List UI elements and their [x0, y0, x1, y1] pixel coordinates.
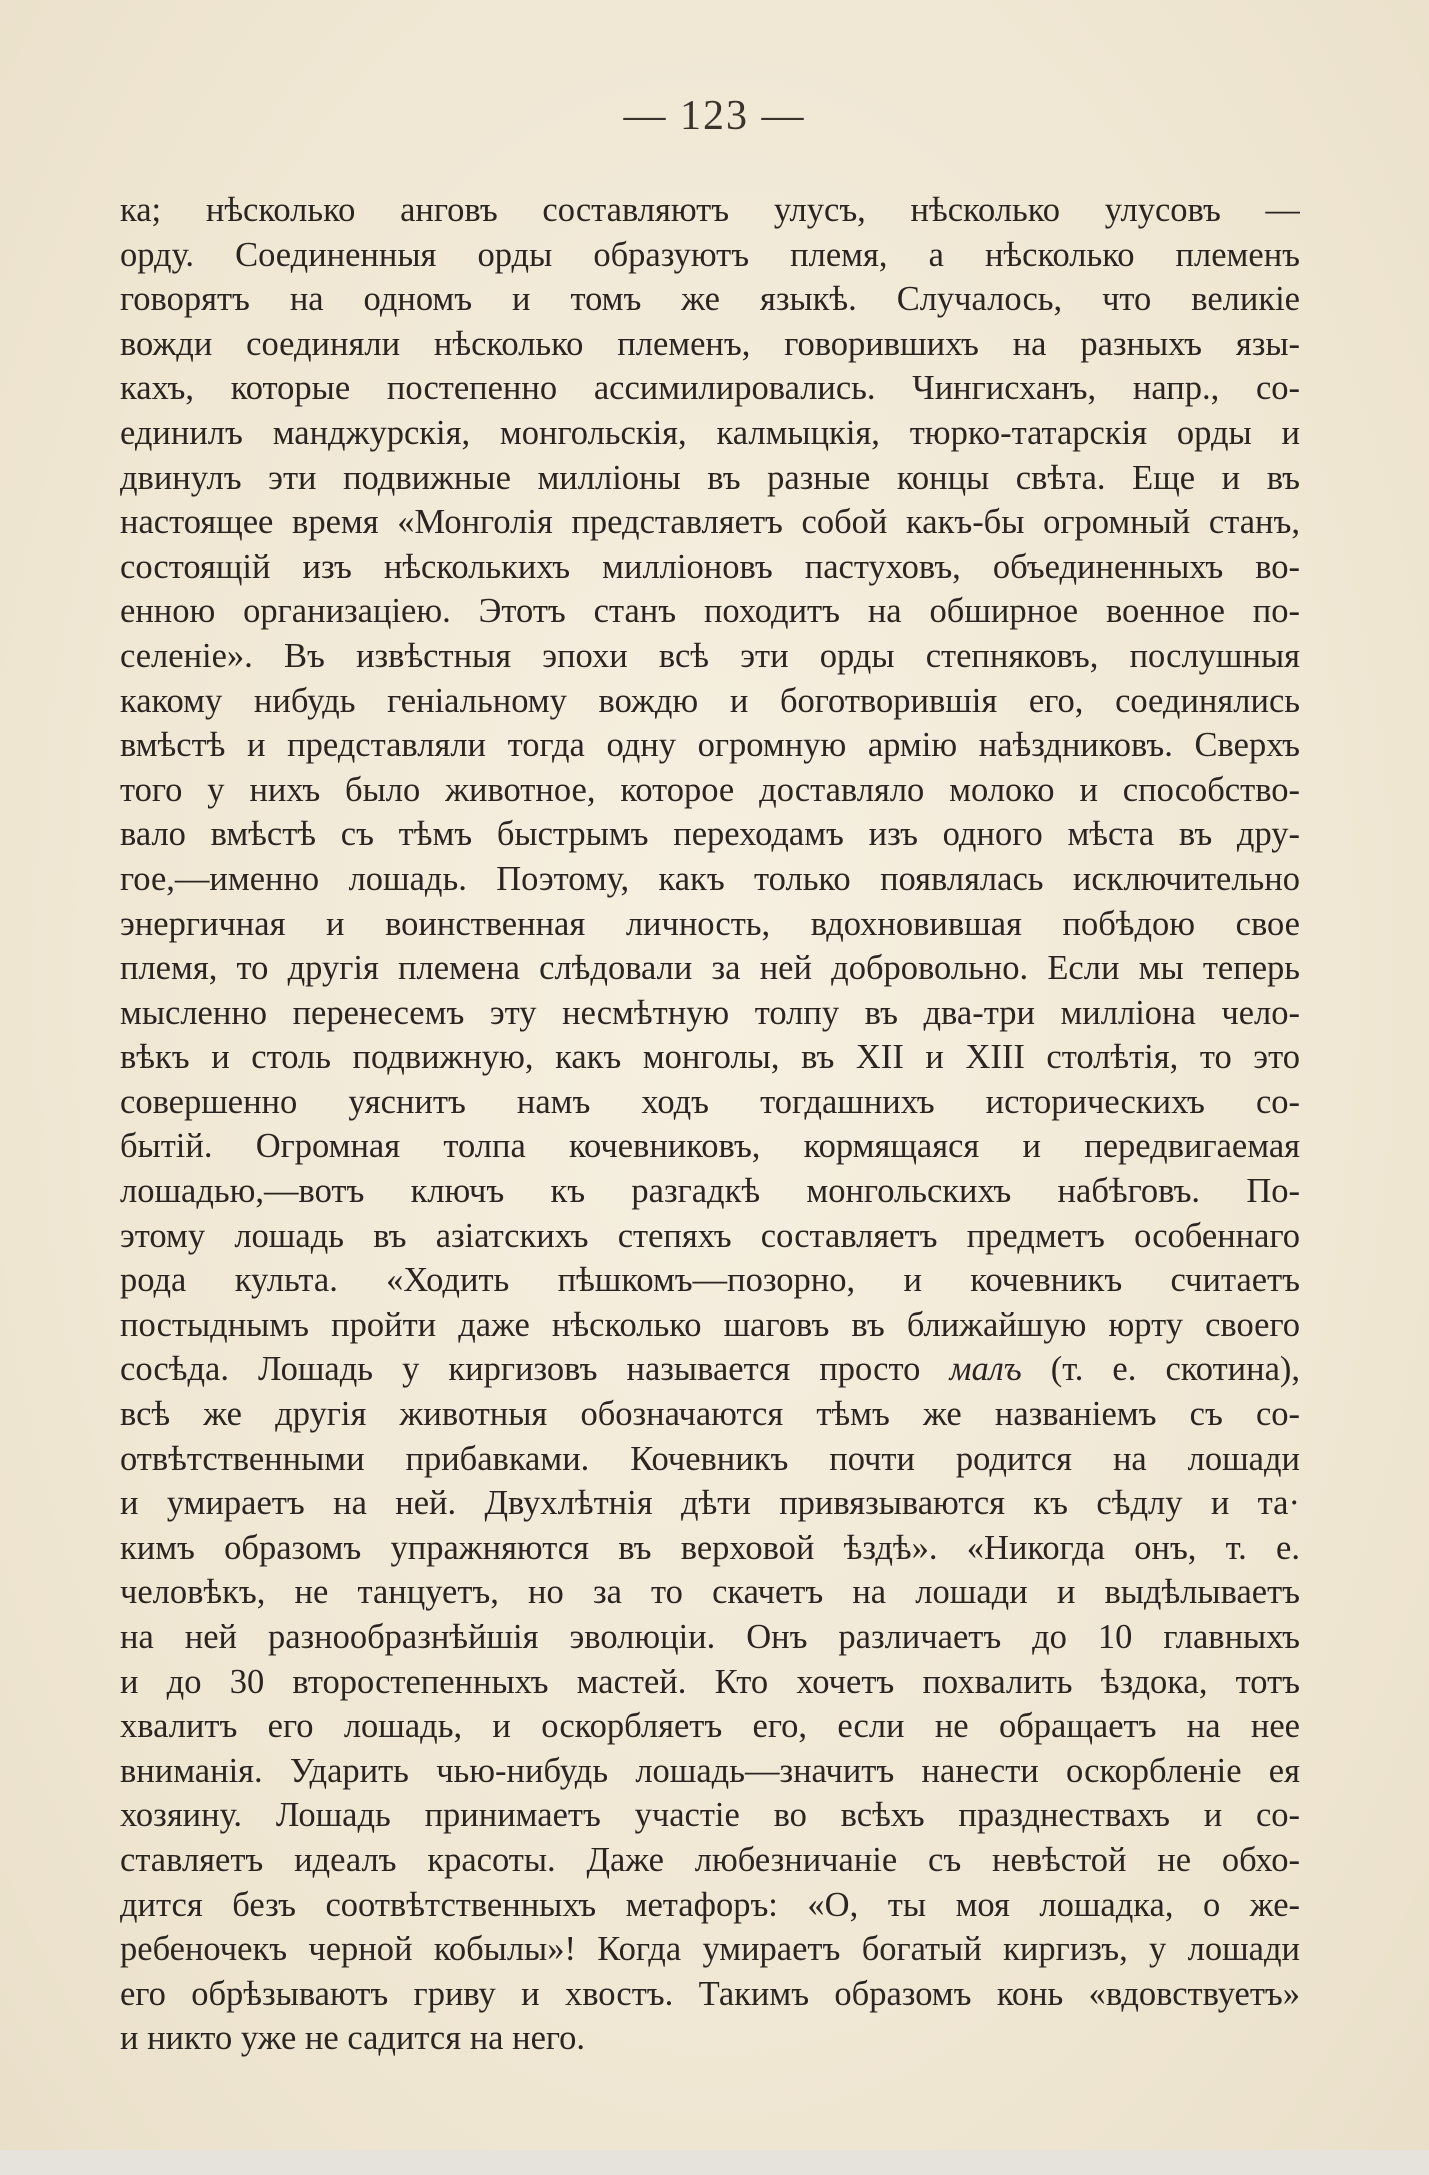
body-text: [120, 188, 1300, 2061]
text-line-with-italic: [120, 1347, 1300, 1392]
text-line: лошадью,—вотъ ключъ къ разгадкѣ монгольскихъ набѣговъ. По-: [120, 1172, 1300, 1211]
text-line: енною организаціею. Этотъ станъ походитъ на обширное военное по-: [120, 592, 1300, 631]
text-line: человѣкъ, не танцуетъ, но за то скачетъ на лошади и выдѣлываетъ: [120, 1573, 1300, 1612]
text-line: вмѣстѣ и представляли тогда одну огромную армію наѣздниковъ. Сверхъ: [120, 726, 1300, 765]
text-line: совершенно уяснитъ намъ ходъ тогдашнихъ историческихъ со-: [120, 1082, 1300, 1121]
text-line: ребеночекъ черной кобылы»! Когда умираетъ богатый киргизъ, у лошади: [120, 1930, 1300, 1969]
text-line: энергичная и воинственная личность, вдохновившая побѣдою свое: [120, 904, 1300, 943]
text-line: кимъ образомъ упражняются въ верховой ѣздѣ». «Никогда онъ, т. е.: [120, 1528, 1300, 1567]
text-line: и до 30 второстепенныхъ мастей. Кто хочетъ похвалить ѣздока, тотъ: [120, 1662, 1300, 1701]
text-line: кахъ, которые постепенно ассимилировались. Чингисханъ, напр., со-: [120, 369, 1300, 408]
text-line: единилъ манджурскія, монгольскія, калмыцкія, тюрко-татарскія орды и: [120, 413, 1300, 452]
text-line: отвѣтственными прибавками. Кочевникъ почти родится на лошади: [120, 1439, 1300, 1478]
text-line: настоящее время «Монголія представляетъ собой какъ-бы огромный станъ,: [120, 503, 1300, 542]
text-line: того у нихъ было животное, которое доставляло молоко и способство-: [120, 770, 1300, 809]
text-line: рода культа. «Ходить пѣшкомъ—позорно, и кочевникъ считаетъ: [120, 1261, 1300, 1300]
text-line: вниманія. Ударить чью-нибудь лошадь—значитъ нанести оскорбленіе ея: [120, 1751, 1300, 1790]
text-line: какому нибудь геніальному вождю и боготворившія его, соединялись: [120, 681, 1300, 720]
text-line: и умираетъ на ней. Двухлѣтнія дѣти привязываются къ сѣдлу и та·: [120, 1484, 1300, 1523]
text-line: гое,—именно лошадь. Поэтому, какъ только появлялась исключительно: [120, 859, 1300, 898]
text-line: состоящій изъ нѣсколькихъ милліоновъ пастуховъ, объединенныхъ во-: [120, 547, 1300, 586]
page-number: — 123 —: [623, 93, 806, 139]
text-line: хвалитъ его лошадь, и оскорбляетъ его, если не обращаетъ на нее: [120, 1707, 1300, 1746]
text-line: бытій. Огромная толпа кочевниковъ, кормящаяся и передвигаемая: [120, 1127, 1300, 1166]
text-line: его обрѣзываютъ гриву и хвостъ. Такимъ образомъ конь «вдовствуетъ»: [120, 1974, 1300, 2013]
text-segment: сосѣда. Лошадь у киргизовъ называется просто: [120, 1350, 921, 1389]
text-line: селеніе». Въ извѣстныя эпохи всѣ эти орды степняковъ, послушныя: [120, 636, 1300, 675]
text-line: двинулъ эти подвижные милліоны въ разные концы свѣта. Еще и въ: [120, 458, 1300, 497]
text-line-last: и никто уже не садится на него.: [120, 2019, 586, 2058]
text-line: мысленно перенесемъ эту несмѣтную толпу въ два-три милліона чело-: [120, 993, 1300, 1032]
text-line: постыднымъ пройти даже нѣсколько шаговъ въ ближайшую юрту своего: [120, 1305, 1300, 1344]
text-line: вало вмѣстѣ съ тѣмъ быстрымъ переходамъ изъ одного мѣста въ дру-: [120, 815, 1300, 854]
text-line: всѣ же другія животныя обозначаются тѣмъ же названіемъ съ со-: [120, 1395, 1300, 1434]
italic-term: малъ: [949, 1350, 1022, 1389]
text-line: дится безъ соотвѣтственныхъ метафоръ: «О, ты моя лошадка, о же-: [120, 1885, 1300, 1924]
text-segment: (т. е. скотина),: [1021, 1350, 1300, 1389]
text-line: племя, то другія племена слѣдовали за ней добровольно. Если мы теперь: [120, 949, 1300, 988]
text-line: орду. Соединенныя орды образуютъ племя, а нѣсколько племенъ: [120, 235, 1300, 274]
text-line: вѣкъ и столь подвижную, какъ монголы, въ XII и XIII столѣтія, то это: [120, 1038, 1300, 1077]
text-line: на ней разнообразнѣйшія эволюціи. Онъ различаетъ до 10 главныхъ: [120, 1618, 1300, 1656]
text-line: вожди соединяли нѣсколько племенъ, говорившихъ на разныхъ язы-: [120, 324, 1300, 363]
text-line: хозяину. Лошадь принимаетъ участіе во всѣхъ празднествахъ и со-: [120, 1796, 1300, 1835]
scan-bottom-edge: [0, 2150, 1429, 2175]
text-line: ставляетъ идеалъ красоты. Даже любезничаніе съ невѣстой не обхо-: [120, 1840, 1300, 1879]
text-line: этому лошадь въ азіатскихъ степяхъ составляетъ предметъ особеннаго: [120, 1216, 1300, 1255]
text-line: ка; нѣсколько анговъ составляютъ улусъ, нѣсколько улусовъ —: [120, 191, 1300, 229]
text-line: говорятъ на одномъ и томъ же языкѣ. Случалось, что великіе: [120, 280, 1300, 319]
